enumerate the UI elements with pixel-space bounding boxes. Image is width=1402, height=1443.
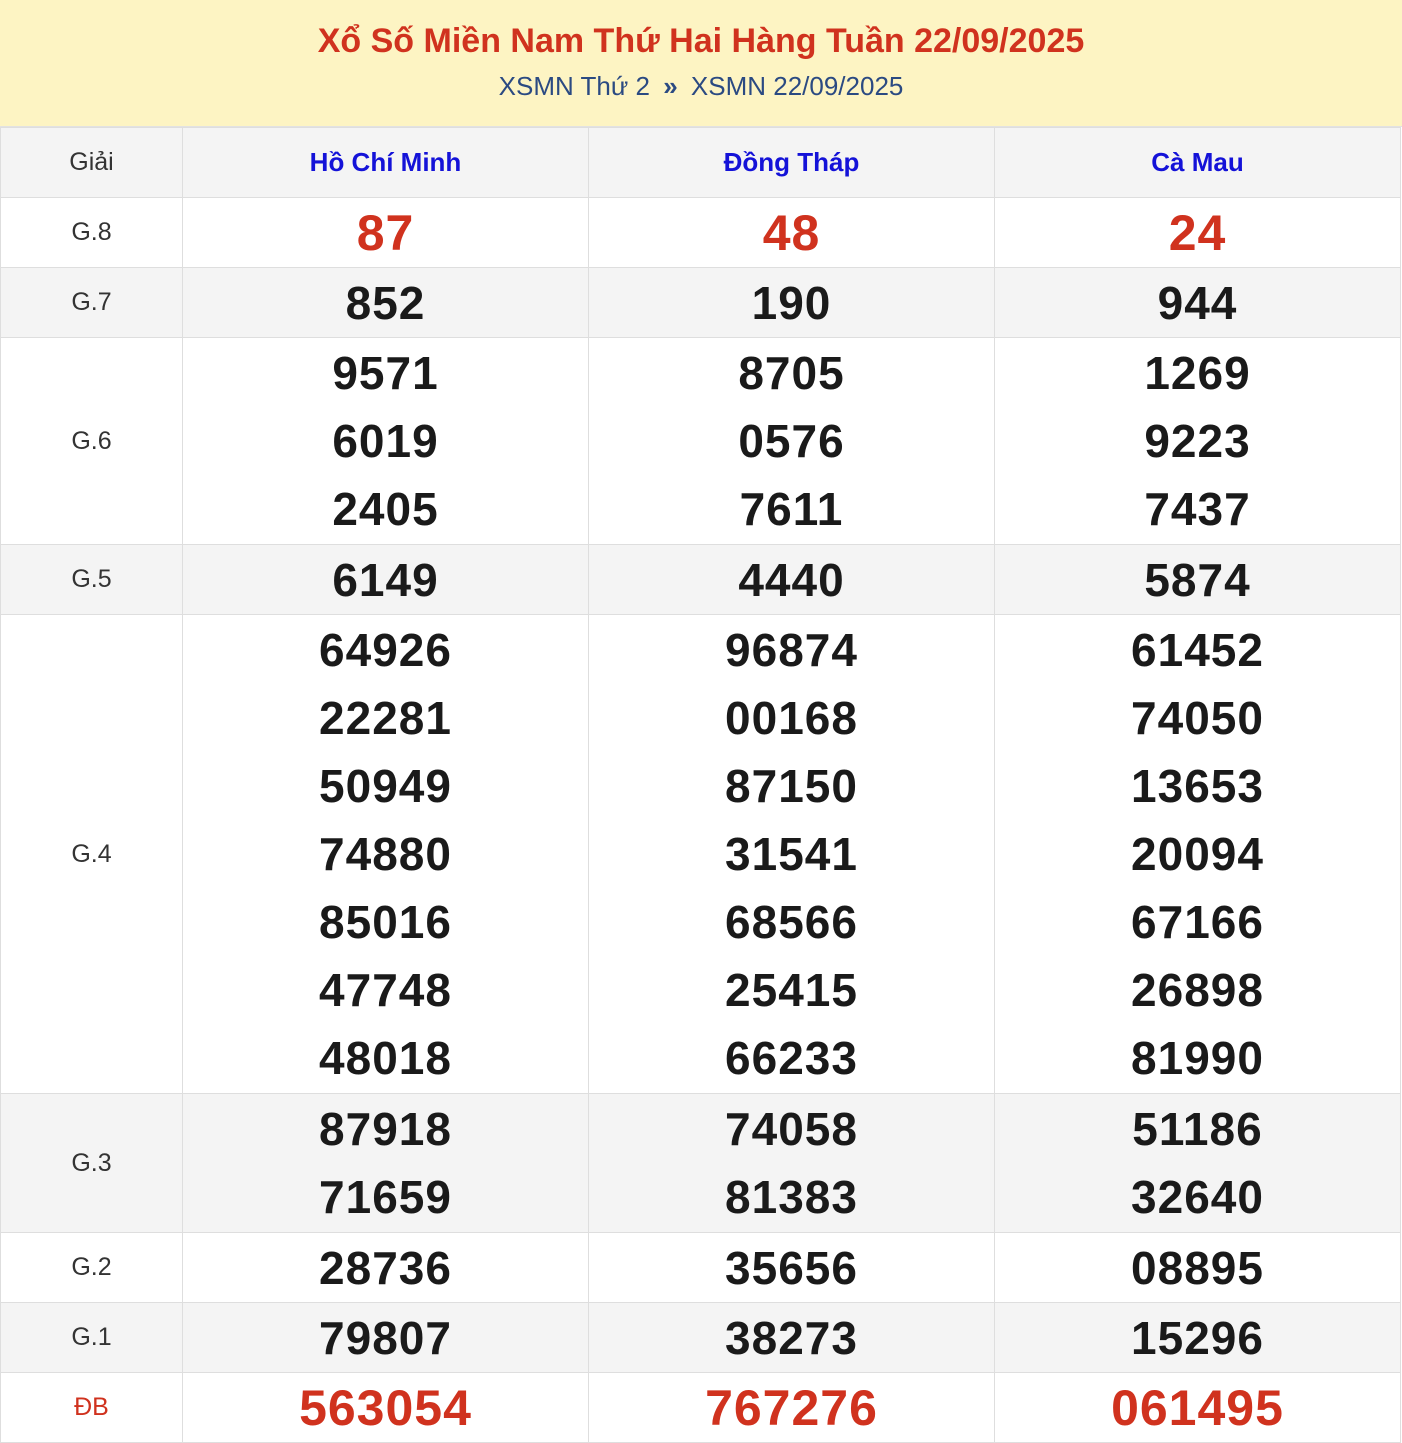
prize-column-header bbox=[1, 128, 183, 198]
result-number: 74050 bbox=[1131, 692, 1264, 744]
prize-label-cell bbox=[1, 615, 183, 1094]
result-number: 32640 bbox=[1131, 1171, 1264, 1223]
prize-label-cell bbox=[1, 1233, 183, 1303]
result-number: 64926 bbox=[319, 624, 452, 676]
province-header-3[interactable] bbox=[995, 128, 1401, 198]
special-prize-number: 563054 bbox=[299, 1379, 472, 1436]
result-number: 25415 bbox=[725, 964, 858, 1016]
result-cell bbox=[589, 545, 995, 615]
result-number: 5874 bbox=[1144, 553, 1251, 606]
result-cell bbox=[995, 545, 1401, 615]
result-cell bbox=[995, 338, 1401, 545]
result-number: 48 bbox=[762, 204, 821, 261]
province-name[interactable]: Hồ Chí Minh bbox=[309, 147, 462, 177]
result-number: 81383 bbox=[725, 1171, 858, 1223]
result-number: 28736 bbox=[319, 1241, 452, 1294]
prize-label-cell bbox=[1, 268, 183, 338]
result-cell bbox=[995, 268, 1401, 338]
result-number: 67166 bbox=[1131, 896, 1264, 948]
result-cell bbox=[183, 615, 589, 1094]
breadcrumb-separator: » bbox=[663, 71, 678, 101]
result-number: 79807 bbox=[319, 1311, 452, 1364]
result-number: 47748 bbox=[319, 964, 452, 1016]
prize-label-cell bbox=[1, 1373, 183, 1443]
province-name[interactable]: Cà Mau bbox=[1151, 147, 1244, 177]
result-cell bbox=[995, 198, 1401, 268]
table-row bbox=[1, 268, 1401, 338]
prize-label: G.4 bbox=[71, 839, 112, 868]
result-number: 190 bbox=[751, 276, 832, 329]
result-number: 87 bbox=[356, 204, 415, 261]
prize-label: G.7 bbox=[71, 288, 112, 316]
prize-label-cell bbox=[1, 1094, 183, 1233]
result-cell bbox=[995, 1094, 1401, 1233]
result-cell bbox=[589, 1373, 995, 1443]
prize-label-cell bbox=[1, 338, 183, 545]
result-number: 71659 bbox=[319, 1171, 452, 1223]
table-row bbox=[1, 1094, 1401, 1233]
result-cell bbox=[183, 545, 589, 615]
table-header-row bbox=[1, 128, 1401, 198]
result-cell bbox=[589, 615, 995, 1094]
prize-label: G.1 bbox=[71, 1323, 112, 1351]
prize-label-cell bbox=[1, 545, 183, 615]
result-number: 74058 bbox=[725, 1103, 858, 1155]
breadcrumb bbox=[0, 68, 1402, 104]
result-number: 7611 bbox=[739, 483, 844, 535]
special-prize-number: 767276 bbox=[705, 1379, 878, 1436]
prize-header-label: Giải bbox=[69, 148, 114, 176]
result-number: 31541 bbox=[725, 828, 858, 880]
result-number: 85016 bbox=[319, 896, 452, 948]
result-number: 944 bbox=[1157, 276, 1238, 329]
result-cell bbox=[183, 338, 589, 545]
result-cell bbox=[589, 1303, 995, 1373]
result-cell bbox=[589, 268, 995, 338]
result-number: 1269 bbox=[1144, 347, 1251, 399]
result-number: 8705 bbox=[738, 347, 845, 399]
breadcrumb-link-date[interactable]: XSMN 22/09/2025 bbox=[690, 71, 904, 101]
result-number: 74880 bbox=[319, 828, 452, 880]
result-number: 20094 bbox=[1131, 828, 1264, 880]
result-number: 87918 bbox=[319, 1103, 452, 1155]
prize-label: G.2 bbox=[71, 1253, 112, 1281]
result-cell bbox=[995, 1233, 1401, 1303]
result-number: 38273 bbox=[725, 1311, 858, 1364]
prize-label: G.3 bbox=[71, 1148, 112, 1177]
table-row bbox=[1, 198, 1401, 268]
result-cell bbox=[183, 198, 589, 268]
prize-label-cell bbox=[1, 1303, 183, 1373]
result-cell bbox=[589, 338, 995, 545]
prize-label-cell bbox=[1, 198, 183, 268]
result-number: 6019 bbox=[332, 415, 439, 467]
result-number: 7437 bbox=[1144, 483, 1251, 535]
result-cell bbox=[183, 268, 589, 338]
page-header bbox=[0, 0, 1402, 127]
result-number: 0576 bbox=[738, 415, 845, 467]
table-row bbox=[1, 545, 1401, 615]
result-number: 13653 bbox=[1131, 760, 1264, 812]
result-number: 15296 bbox=[1131, 1311, 1264, 1364]
result-cell bbox=[183, 1094, 589, 1233]
result-cell bbox=[589, 198, 995, 268]
province-header-1[interactable] bbox=[183, 128, 589, 198]
result-cell bbox=[589, 1233, 995, 1303]
result-number: 2405 bbox=[332, 483, 439, 535]
result-cell bbox=[995, 1373, 1401, 1443]
result-number: 35656 bbox=[725, 1241, 858, 1294]
result-cell bbox=[183, 1233, 589, 1303]
province-header-2[interactable] bbox=[589, 128, 995, 198]
result-cell bbox=[589, 1094, 995, 1233]
result-number: 68566 bbox=[725, 896, 858, 948]
result-number: 26898 bbox=[1131, 964, 1264, 1016]
result-number: 66233 bbox=[725, 1032, 858, 1084]
result-number: 87150 bbox=[725, 760, 858, 812]
result-number: 08895 bbox=[1131, 1241, 1264, 1294]
result-cell bbox=[995, 615, 1401, 1094]
result-cell bbox=[183, 1373, 589, 1443]
result-number: 9223 bbox=[1144, 415, 1251, 467]
result-number: 9571 bbox=[332, 347, 439, 399]
result-number: 50949 bbox=[319, 760, 452, 812]
result-number: 852 bbox=[345, 276, 426, 329]
table-row bbox=[1, 1233, 1401, 1303]
result-number: 96874 bbox=[725, 624, 858, 676]
result-number: 00168 bbox=[725, 692, 858, 744]
result-number: 24 bbox=[1168, 204, 1227, 261]
result-cell bbox=[183, 1303, 589, 1373]
results-table bbox=[0, 127, 1401, 1443]
result-number: 61452 bbox=[1131, 624, 1264, 676]
result-number: 81990 bbox=[1131, 1032, 1264, 1084]
result-number: 48018 bbox=[319, 1032, 452, 1084]
breadcrumb-link-weekday[interactable]: XSMN Thứ 2 bbox=[498, 71, 650, 101]
special-prize-number: 061495 bbox=[1111, 1379, 1284, 1436]
result-number: 6149 bbox=[332, 553, 439, 606]
result-cell bbox=[995, 1303, 1401, 1373]
result-number: 4440 bbox=[738, 553, 845, 606]
table-row bbox=[1, 615, 1401, 1094]
prize-label: G.5 bbox=[71, 565, 112, 593]
table-row bbox=[1, 338, 1401, 545]
page-title: Xổ Số Miền Nam Thứ Hai Hàng Tuần 22/09/2025 bbox=[317, 22, 1085, 60]
result-number: 22281 bbox=[319, 692, 452, 744]
prize-label: ĐB bbox=[74, 1393, 109, 1421]
prize-label: G.6 bbox=[71, 426, 112, 455]
table-row bbox=[1, 1303, 1401, 1373]
prize-label: G.8 bbox=[71, 218, 112, 246]
result-number: 51186 bbox=[1132, 1103, 1263, 1155]
province-name[interactable]: Đồng Tháp bbox=[723, 147, 860, 177]
table-row bbox=[1, 1373, 1401, 1443]
